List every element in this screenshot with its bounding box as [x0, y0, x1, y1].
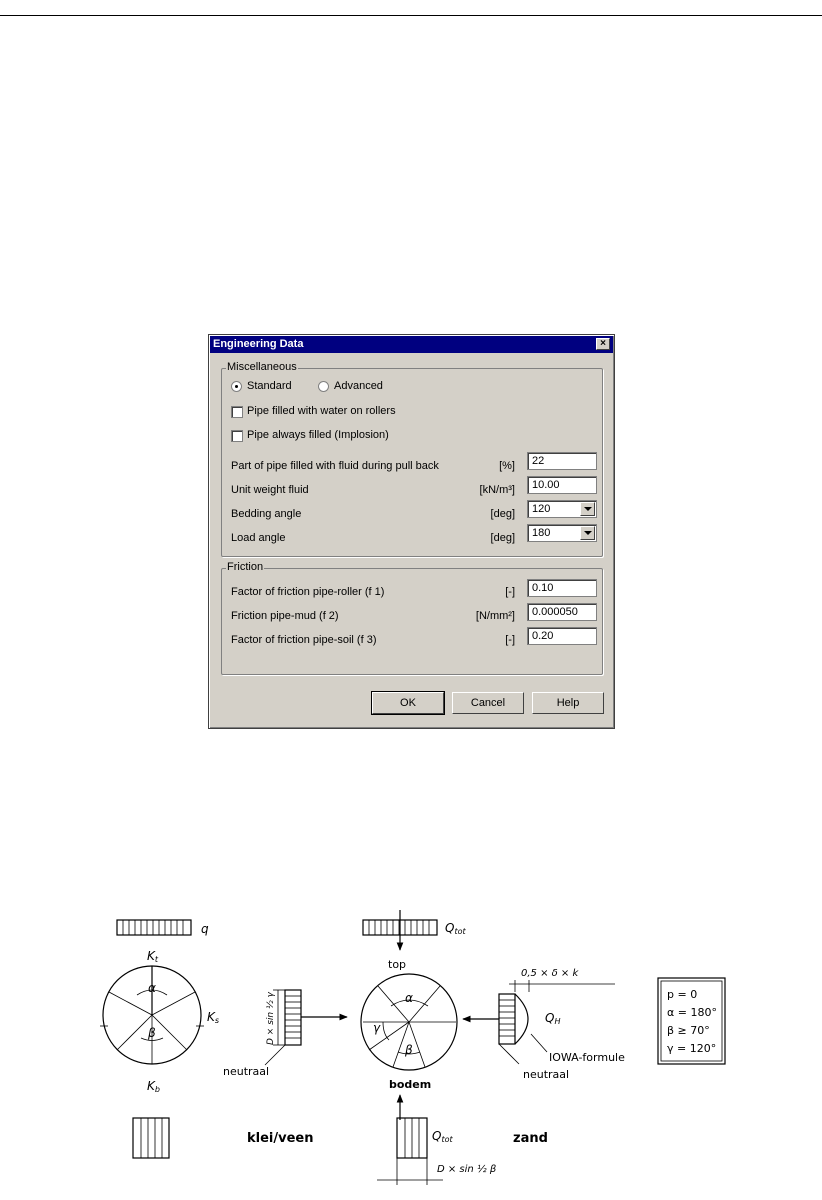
- miscellaneous-group: [221, 361, 603, 557]
- gamma-label-mid: γ: [373, 1021, 381, 1035]
- param-p: p = 0: [667, 988, 698, 1001]
- klei-veen-label: klei/veen: [247, 1131, 314, 1146]
- friction-mud-unit: [N/mm²]: [475, 610, 515, 622]
- close-icon: ×: [600, 338, 606, 349]
- unit-weight-input[interactable]: 10.00: [527, 476, 597, 494]
- friction-roller-unit: [-]: [505, 586, 515, 598]
- load-angle-select[interactable]: [527, 524, 597, 542]
- cancel-button[interactable]: Cancel: [452, 692, 524, 714]
- qtot-bottom-label: Qtot: [432, 1129, 453, 1144]
- zand-label: zand: [513, 1131, 548, 1146]
- iowa-label: IOWA-formule: [549, 1051, 625, 1064]
- q-load-bar: [117, 920, 191, 935]
- beta-label-left: β: [148, 1026, 156, 1040]
- top-label: top: [388, 958, 407, 971]
- bedding-angle-unit: [deg]: [490, 508, 515, 520]
- advanced-radio-label[interactable]: Advanced: [334, 380, 383, 392]
- neutraal-right-label: neutraal: [523, 1068, 570, 1081]
- alpha-label-mid: α: [405, 991, 413, 1005]
- standard-radio[interactable]: [231, 381, 242, 392]
- unit-weight-unit: [kN/m³]: [479, 484, 515, 496]
- close-button[interactable]: [596, 338, 610, 350]
- param-beta: β ≥ 70°: [667, 1024, 710, 1037]
- dialog-titlebar[interactable]: [210, 336, 613, 353]
- friction-mud-input[interactable]: 0.000050: [527, 603, 597, 621]
- friction-roller-input[interactable]: 0.10: [527, 579, 597, 597]
- kb-label: Kb: [147, 1079, 160, 1094]
- advanced-radio[interactable]: [318, 381, 329, 392]
- ks-label: Ks: [207, 1010, 220, 1025]
- load-angle-value: 180: [532, 527, 551, 539]
- dim-beta-label: D × sin ½ β: [437, 1164, 497, 1175]
- fill-part-unit: [%]: [499, 460, 515, 472]
- alpha-label-left: α: [148, 981, 156, 995]
- qh-label: QH: [545, 1011, 561, 1026]
- implosion-checkbox[interactable]: [231, 430, 243, 442]
- ok-button[interactable]: OK: [372, 692, 444, 714]
- neutraal-left-label: neutraal: [223, 1065, 270, 1078]
- bedding-angle-select[interactable]: [527, 500, 597, 518]
- dim-gamma-label: D × sin ½ γ: [266, 992, 276, 1045]
- rollers-checkbox[interactable]: [231, 406, 243, 418]
- qtot-load-bar: [363, 910, 437, 950]
- load-angle-label: Load angle: [231, 532, 286, 544]
- kt-label: Kt: [147, 949, 159, 964]
- beta-label-mid: β: [405, 1043, 413, 1057]
- miscellaneous-group-label: Miscellaneous: [227, 361, 297, 373]
- standard-radio-label[interactable]: Standard: [247, 380, 292, 392]
- rollers-checkbox-label[interactable]: Pipe filled with water on rollers: [247, 405, 396, 417]
- friction-group-label: Friction: [227, 561, 264, 573]
- fill-part-label: Part of pipe filled with fluid during pull back: [231, 460, 439, 472]
- friction-soil-label: Factor of friction pipe-soil (f 3): [231, 634, 377, 646]
- q-label: q: [201, 922, 209, 936]
- unit-weight-label: Unit weight fluid: [231, 484, 309, 496]
- friction-roller-label: Factor of friction pipe-roller (f 1): [231, 586, 385, 598]
- param-alpha: α = 180°: [667, 1006, 717, 1019]
- friction-group: [221, 561, 603, 675]
- param-gamma: γ = 120°: [667, 1042, 717, 1055]
- bedding-angle-dropdown-icon[interactable]: [580, 502, 595, 516]
- bedding-angle-label: Bedding angle: [231, 508, 302, 520]
- load-angle-dropdown-icon[interactable]: [580, 526, 595, 540]
- friction-soil-input[interactable]: 0.20: [527, 627, 597, 645]
- bodem-label: bodem: [389, 1078, 432, 1091]
- qtot-top-label: Qtot: [445, 921, 466, 936]
- page-header-rule: [0, 15, 822, 16]
- engineering-data-dialog: [208, 334, 615, 729]
- neutral-stress-block-left: [265, 990, 347, 1065]
- load-angle-unit: [deg]: [490, 532, 515, 544]
- implosion-checkbox-label[interactable]: Pipe always filled (Implosion): [247, 429, 389, 441]
- friction-soil-unit: [-]: [505, 634, 515, 646]
- help-button[interactable]: Help: [532, 692, 604, 714]
- friction-mud-label: Friction pipe-mud (f 2): [231, 610, 339, 622]
- clay-bearing-block: [133, 1118, 169, 1158]
- dim-top-label: 0,5 × δ × k: [521, 968, 579, 979]
- fill-part-input[interactable]: 22: [527, 452, 597, 470]
- pipe-load-figure: [95, 910, 735, 1195]
- bedding-angle-value: 120: [532, 503, 551, 515]
- dialog-title: Engineering Data: [213, 338, 304, 350]
